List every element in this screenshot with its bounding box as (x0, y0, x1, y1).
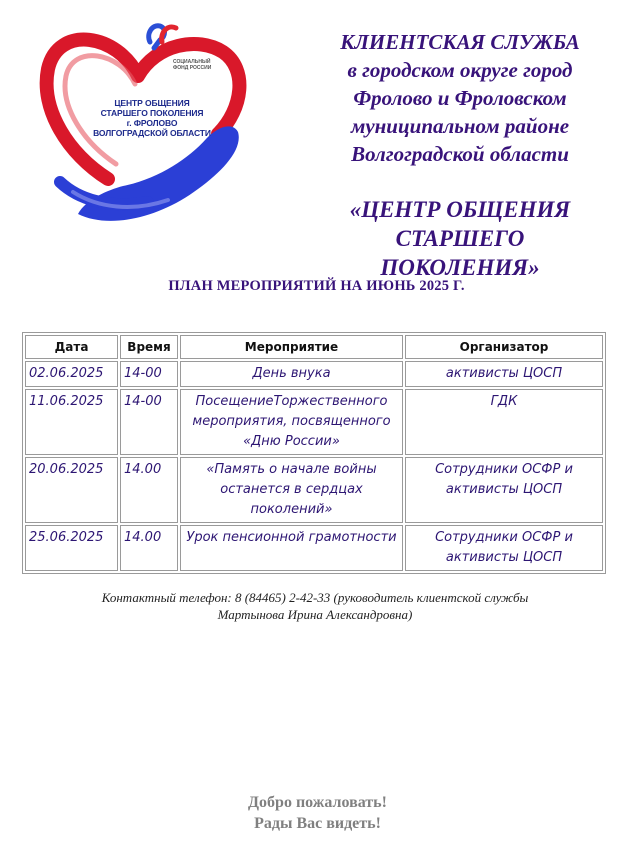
center-name-line: СТАРШЕГО (395, 226, 525, 251)
header-time: Время (120, 335, 178, 359)
page-heading (300, 28, 620, 282)
cell-time: 14.00 (120, 457, 178, 523)
events-table (22, 332, 606, 574)
contact-phone-line: Контактный телефон: 8 (84465) 2-42-33 (руководитель клиентской службы (101, 590, 529, 605)
header-event: Мероприятие (180, 335, 403, 359)
sfr-label: СОЦИАЛЬНЫЙ ФОНД РОССИИ (173, 59, 212, 71)
table-header-row (25, 335, 603, 359)
table-row (25, 457, 603, 523)
center-name-line: ПОКОЛЕНИЯ» (380, 255, 540, 280)
heading-line: КЛИЕНТСКАЯ СЛУЖБА (340, 30, 580, 54)
cell-date: 02.06.2025 (25, 361, 118, 387)
welcome-line: Рады Вас видеть! (254, 815, 381, 832)
cell-time: 14-00 (120, 361, 178, 387)
plan-title: ПЛАН МЕРОПРИЯТИЙ НА ИЮНЬ 2025 Г. (168, 278, 465, 294)
welcome-line: Добро пожаловать! (248, 794, 387, 811)
cell-date: 20.06.2025 (25, 457, 118, 523)
contact-info (30, 589, 600, 623)
table-row (25, 361, 603, 387)
cell-organizer: активисты ЦОСП (405, 361, 603, 387)
cell-time: 14.00 (120, 525, 178, 571)
welcome-message (0, 792, 627, 834)
cell-organizer: Сотрудники ОСФР и активисты ЦОСП (405, 525, 603, 571)
center-name (300, 195, 620, 282)
cell-event: ПосещениеТоржественного мероприятия, посвященного «Дню России» (180, 389, 403, 455)
cell-organizer: ГДК (405, 389, 603, 455)
heading-line: Волгоградской области (351, 142, 569, 166)
logo (38, 14, 250, 244)
cell-date: 25.06.2025 (25, 525, 118, 571)
cell-event: «Память о начале войны останется в сердцах поколений» (180, 457, 403, 523)
cell-time: 14-00 (120, 389, 178, 455)
cell-event: День внука (180, 361, 403, 387)
center-name-line: «ЦЕНТР ОБЩЕНИЯ (349, 197, 571, 222)
heading-line: Фролово и Фроловском (353, 86, 567, 110)
cell-date: 11.06.2025 (25, 389, 118, 455)
header-date: Дата (25, 335, 118, 359)
table-row (25, 525, 603, 571)
heading-line: в городском округе город (347, 58, 573, 82)
cell-event: Урок пенсионной грамотности (180, 525, 403, 571)
header-organizer: Организатор (405, 335, 603, 359)
cell-organizer: Сотрудники ОСФР и активисты ЦОСП (405, 457, 603, 523)
logo-caption: ЦЕНТР ОБЩЕНИЯ СТАРШЕГО ПОКОЛЕНИЯ г. ФРОЛОВО ВОЛГОГРАДСКОЙ ОБЛАСТИ (93, 98, 211, 138)
heading-line: муниципальном районе (350, 114, 570, 138)
contact-person-line: Мартынова Ирина Александровна) (217, 607, 413, 622)
table-row (25, 389, 603, 455)
